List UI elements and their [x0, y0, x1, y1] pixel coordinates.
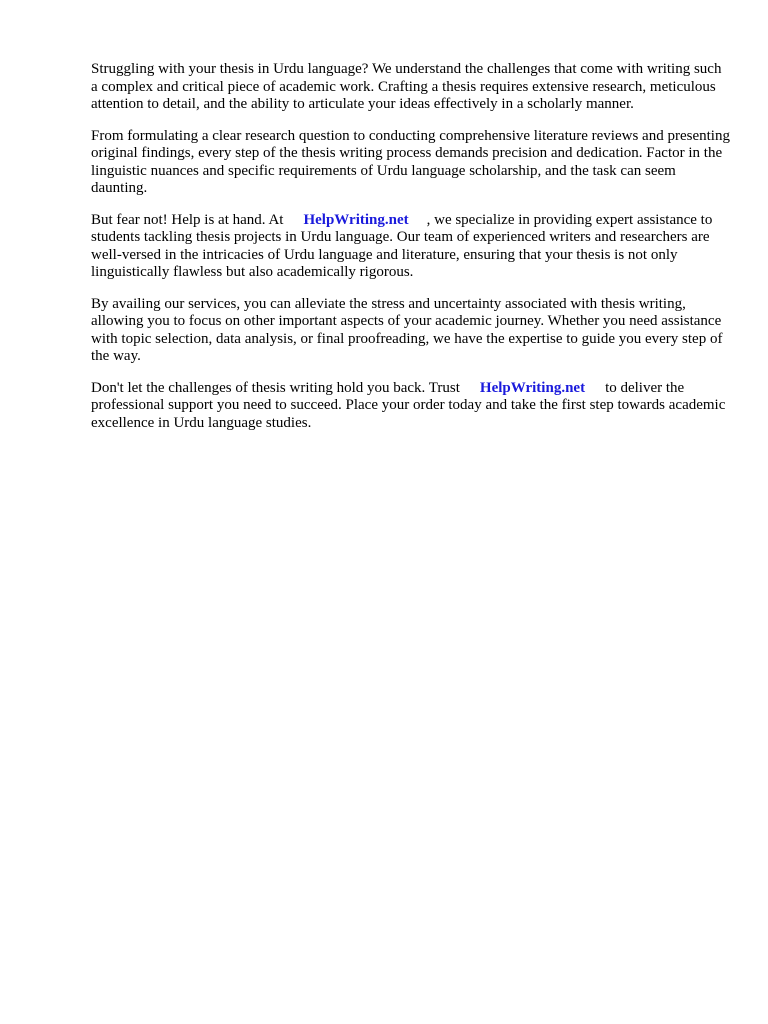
paragraph-cta — [91, 380, 731, 433]
helpwriting-link-cta[interactable]: HelpWriting.net — [479, 379, 586, 396]
paragraph-cta-rest: to deliver the professional support you need to succeed. Place your order today and take the first step towards academic excellence in Urdu language studies. — [91, 379, 726, 431]
paragraph-cta-lead: Don't let the challenges of thesis writing hold you back. Trust — [91, 379, 460, 396]
paragraph-help — [91, 212, 731, 282]
paragraph-help-lead: But fear not! Help is at hand. At — [91, 211, 284, 228]
paragraph-services: By availing our services, you can alleviate the stress and uncertainty associated with thesis writing, allowing you to focus on other important aspects of your academic journey. Whether you need assistance with topic selection, data analysis, or final proofreading, we have the expertise to guide you every step of the way. — [91, 295, 723, 364]
paragraph-help-rest: , we specialize in providing expert assistance to students tackling thesis projects in Urdu language. Our team of experienced writers and researchers are well-versed in the intricacies of Urdu language and literature, ensuring that your thesis is not only linguistically flawless but also academically rigorous. — [91, 211, 713, 280]
helpwriting-link[interactable]: HelpWriting.net — [303, 211, 409, 228]
paragraph-process: From formulating a clear research question to conducting comprehensive literature reviews and presenting original findings, every step of the thesis writing process demands precision and dedication. Factor in the linguistic nuances and specific requirements of Urdu language scholarship, and the task can seem daunting. — [91, 127, 730, 196]
document-body — [91, 61, 731, 446]
paragraph-intro: Struggling with your thesis in Urdu language? We understand the challenges that come with writing such a complex and critical piece of academic work. Crafting a thesis requires extensive research, meticulous attention to detail, and the ability to articulate your ideas effectively in a scholarly manner. — [91, 61, 722, 112]
